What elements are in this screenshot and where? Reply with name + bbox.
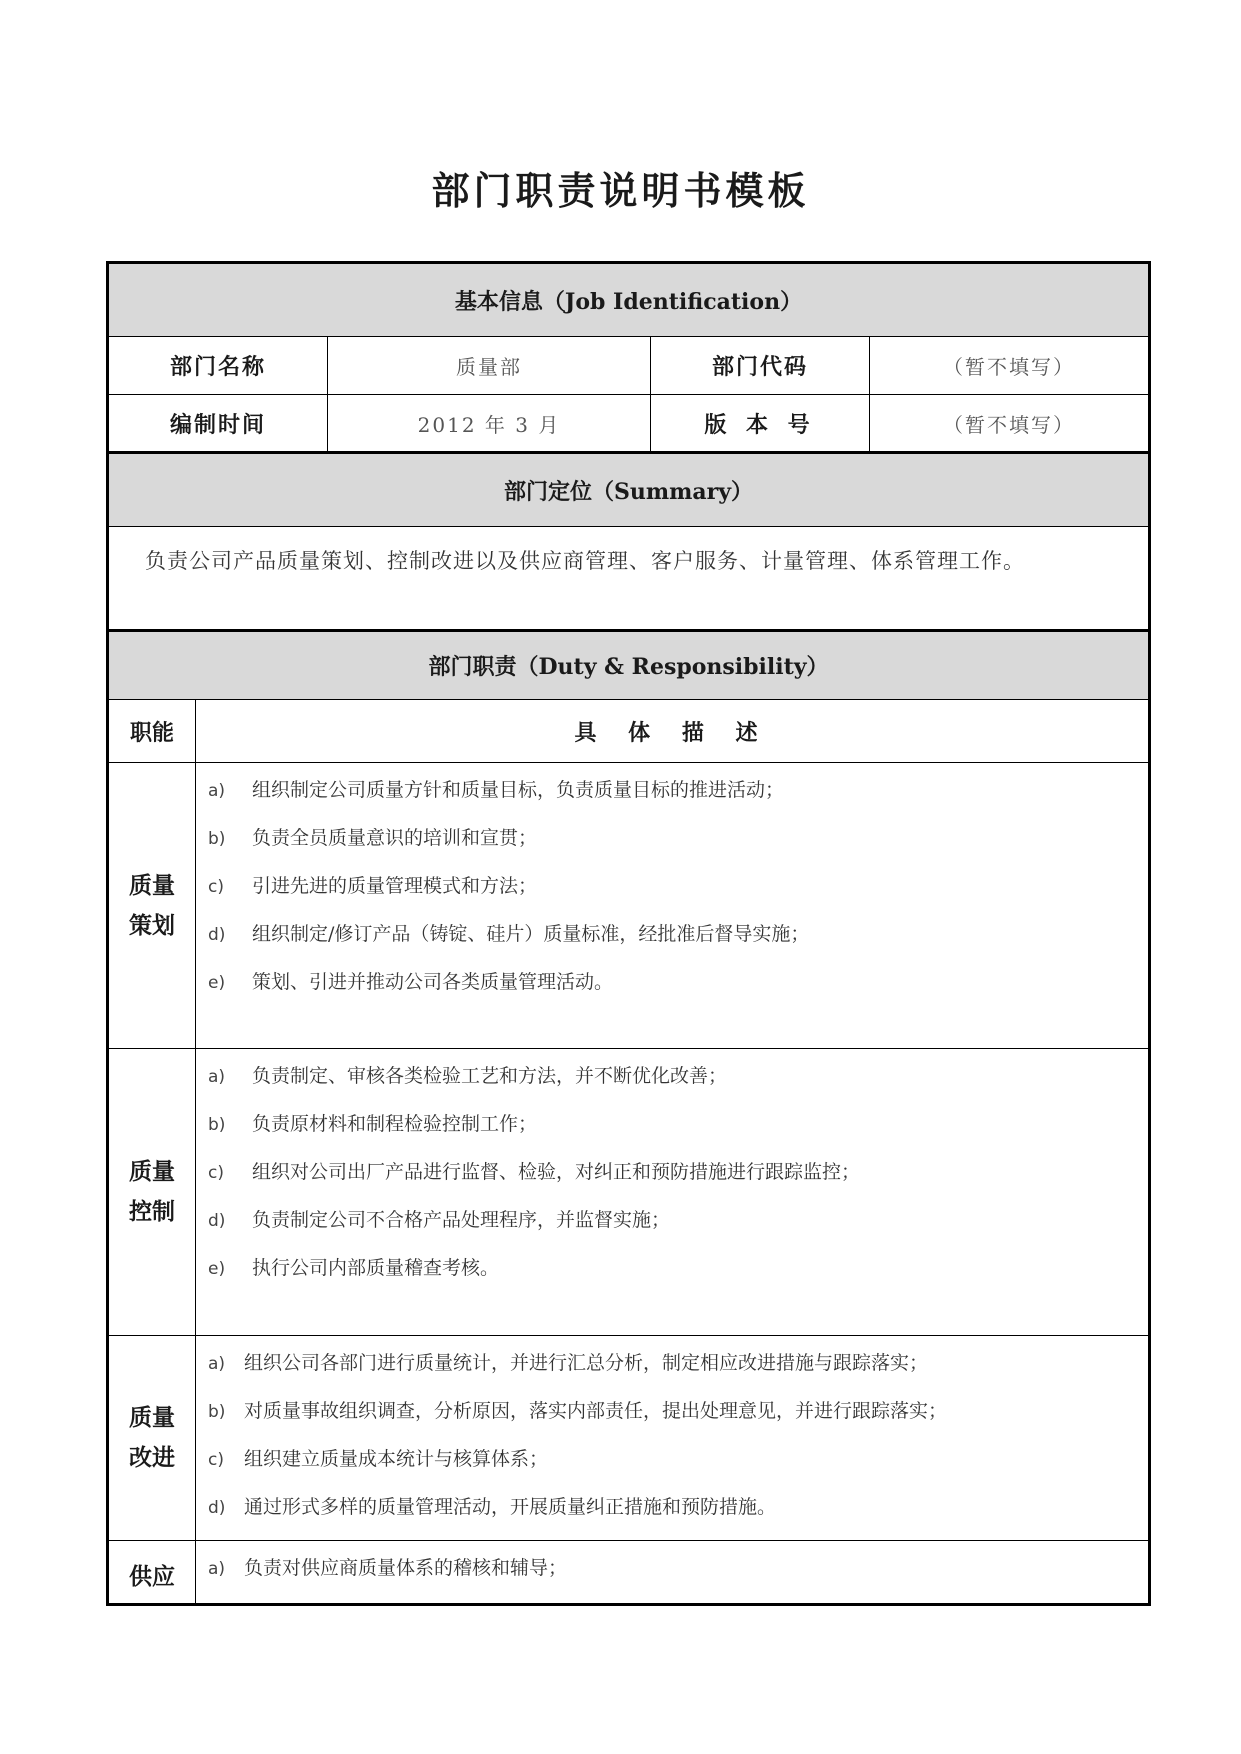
basic-info-header: 基本信息（Job Identification） [108,263,1150,337]
job-description-table [106,261,1151,1606]
list-item: b) 对质量事故组织调查，分析原因，落实内部责任，提出处理意见，并进行跟踪落实； [208,1400,948,1422]
list-item: e) 执行公司内部质量稽查考核。 [208,1257,500,1279]
version-label: 版 本 号 [651,395,870,453]
duty-items [196,763,1150,1049]
function-column-header: 职能 [108,700,196,763]
list-item: a) 负责制定、审核各类检验工艺和方法，并不断优化改善； [208,1065,728,1087]
duty-group-control [108,1049,1150,1336]
date-row [108,395,1150,453]
list-item: a) 组织制定公司质量方针和质量目标，负责质量目标的推进活动； [208,779,785,801]
date-label: 编制时间 [108,395,328,453]
duty-column-header-row [108,700,1150,763]
dept-name-label: 部门名称 [108,337,328,395]
list-item: c) 组织对公司出厂产品进行监督、检验，对纠正和预防措施进行跟踪监控； [208,1161,861,1183]
version-value: （暂不填写） [870,395,1150,453]
dept-code-label: 部门代码 [651,337,870,395]
page-title: 部门职责说明书模板 [431,169,810,213]
summary-row [108,527,1150,631]
function-name: 供应 [108,1541,196,1605]
duty-items [196,1336,1150,1541]
function-name: 质量 策划 [108,763,196,1049]
duty-items [196,1049,1150,1336]
list-item: d) 组织制定/修订产品（铸锭、硅片）质量标准，经批准后督导实施； [208,923,810,945]
list-item: d) 通过形式多样的质量管理活动，开展质量纠正措施和预防措施。 [208,1496,777,1518]
description-column-header: 具 体 描 述 [196,700,1150,763]
list-item: c) 引进先进的质量管理模式和方法； [208,875,538,897]
dept-name-row [108,337,1150,395]
list-item: c) 组织建立质量成本统计与核算体系； [208,1448,549,1470]
duty-items [196,1541,1150,1605]
basic-info-header-row [108,263,1150,337]
dept-name-value: 质量部 [328,337,651,395]
duty-header-row [108,631,1150,700]
duty-group-supply [108,1541,1150,1605]
list-item: a) 负责对供应商质量体系的稽核和辅导； [208,1557,568,1579]
list-item: d) 负责制定公司不合格产品处理程序，并监督实施； [208,1209,671,1231]
summary-header-row [108,453,1150,527]
dept-code-value: （暂不填写） [870,337,1150,395]
summary-header: 部门定位（Summary） [108,453,1150,527]
duty-group-improvement [108,1336,1150,1541]
duty-group-planning [108,763,1150,1049]
list-item: b) 负责原材料和制程检验控制工作； [208,1113,538,1135]
date-value: 2012 年 3 月 [328,395,651,453]
summary-text: 负责公司产品质量策划、控制改进以及供应商管理、客户服务、计量管理、体系管理工作。 [108,527,1150,631]
list-item: b) 负责全员质量意识的培训和宣贯； [208,827,538,849]
function-name: 质量 控制 [108,1049,196,1336]
list-item: e) 策划、引进并推动公司各类质量管理活动。 [208,971,614,993]
list-item: a) 组织公司各部门进行质量统计，并进行汇总分析，制定相应改进措施与跟踪落实； [208,1352,929,1374]
function-name: 质量 改进 [108,1336,196,1541]
duty-header: 部门职责（Duty & Responsibility） [108,631,1150,700]
